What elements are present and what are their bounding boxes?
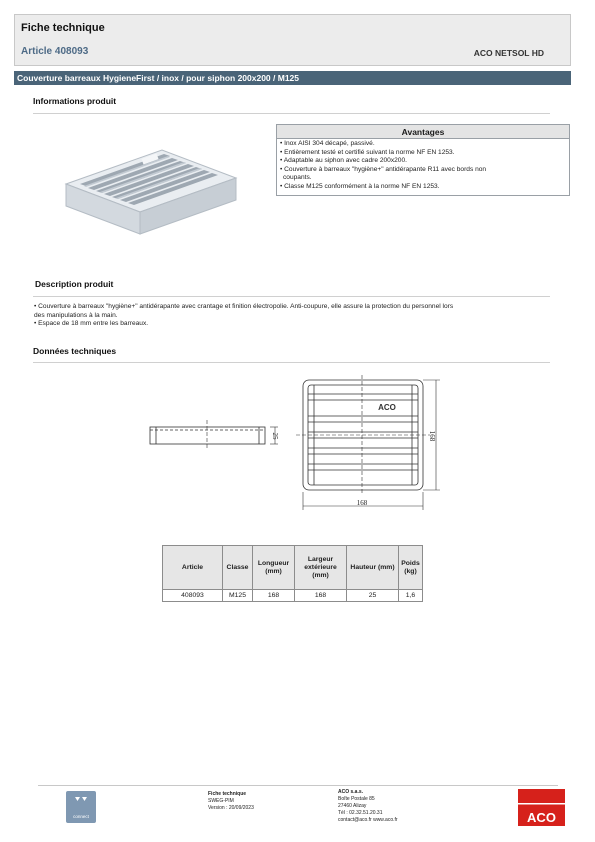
drawing-logo: ACO <box>378 403 396 412</box>
advantage-item: • Entièrement testé et certifié suivant la norme NF EN 1253. <box>280 148 455 156</box>
plan-view <box>296 375 440 510</box>
footer-doc-line: Fiche technique <box>208 791 247 797</box>
table-row <box>163 590 423 602</box>
product-title: Couverture barreaux HygieneFirst / inox / pour siphon 200x200 / M125 <box>17 72 300 83</box>
technical-drawing <box>0 370 595 520</box>
divider <box>33 296 550 297</box>
footer-doc-line: SWEG-PIM <box>208 798 234 804</box>
description-item: des manipulations à la main. <box>34 311 118 319</box>
header-width: Largeur extérieure (mm) <box>295 546 347 590</box>
footer-divider <box>38 785 558 786</box>
footer-address <box>338 789 398 824</box>
advantage-item: • Couverture à barreaux "hygiène+" antidérapante R11 avec bords non <box>280 165 487 173</box>
aco-logo <box>518 789 565 826</box>
connect-logo <box>66 791 96 823</box>
side-view <box>150 420 278 450</box>
advantage-item: • Classe M125 conformément à la norme NF EN 1253. <box>280 182 440 190</box>
section-description-heading: Description produit <box>35 279 114 289</box>
divider <box>33 113 550 114</box>
description-list <box>34 303 554 329</box>
product-image <box>28 122 268 258</box>
doc-title: Fiche technique <box>21 22 105 34</box>
footer-address-line: Boîte Postale 85 <box>338 796 375 802</box>
header-box <box>14 14 571 66</box>
header-weight: Poids (kg) <box>399 546 423 590</box>
footer-address-line: ACO s.a.s. <box>338 789 364 795</box>
description-item: • Couverture à barreaux "hygiène+" antidérapante avec crantage et finition électropolie. Anti-coupure, elle assure la protection du personnel lors <box>34 303 454 310</box>
section-technical-heading: Données techniques <box>33 346 117 356</box>
aco-logo-text: ACO <box>527 810 556 825</box>
advantage-item: • Adaptable au siphon avec cadre 200x200. <box>280 157 407 165</box>
article-number: Article 408093 <box>21 46 89 57</box>
dim-length-label: 168 <box>356 499 368 507</box>
table-cell: M125 <box>223 590 253 602</box>
table-cell: 1,6 <box>399 590 423 602</box>
table-cell: 168 <box>253 590 295 602</box>
header-height: Hauteur (mm) <box>347 546 399 590</box>
footer-doc-info <box>208 791 254 812</box>
header-class: Classe <box>223 546 253 590</box>
dim-width-label: 168 <box>428 430 436 442</box>
advantages-box <box>276 124 570 196</box>
description-item: • Espace de 18 mm entre les barreaux. <box>34 320 149 328</box>
table-cell: 408093 <box>163 590 223 602</box>
connect-logo-text: connect <box>73 814 89 819</box>
advantages-heading: Avantages <box>277 125 569 139</box>
footer-address-line: Tél : 02.32.51.20.31 <box>338 810 383 816</box>
dim-height-label: 25 <box>271 432 279 440</box>
footer-doc-line: Version : 20/09/2023 <box>208 805 254 811</box>
header-article: Article <box>163 546 223 590</box>
footer-address-line: contact@aco.fr www.aco.fr <box>338 817 398 823</box>
product-title-bar <box>14 71 571 85</box>
section-info-heading: Informations produit <box>33 96 117 106</box>
table-cell: 25 <box>347 590 399 602</box>
product-line: ACO NETSOL HD <box>473 48 544 58</box>
table-cell: 168 <box>295 590 347 602</box>
advantage-item: coupants. <box>283 174 312 182</box>
header-length: Longueur (mm) <box>253 546 295 590</box>
footer-address-line: 27460 Alizay <box>338 803 367 809</box>
advantages-list <box>277 139 569 193</box>
spec-table <box>162 545 423 602</box>
advantage-item: • Inox AISI 304 décapé, passivé. <box>280 140 375 147</box>
divider <box>33 362 550 363</box>
